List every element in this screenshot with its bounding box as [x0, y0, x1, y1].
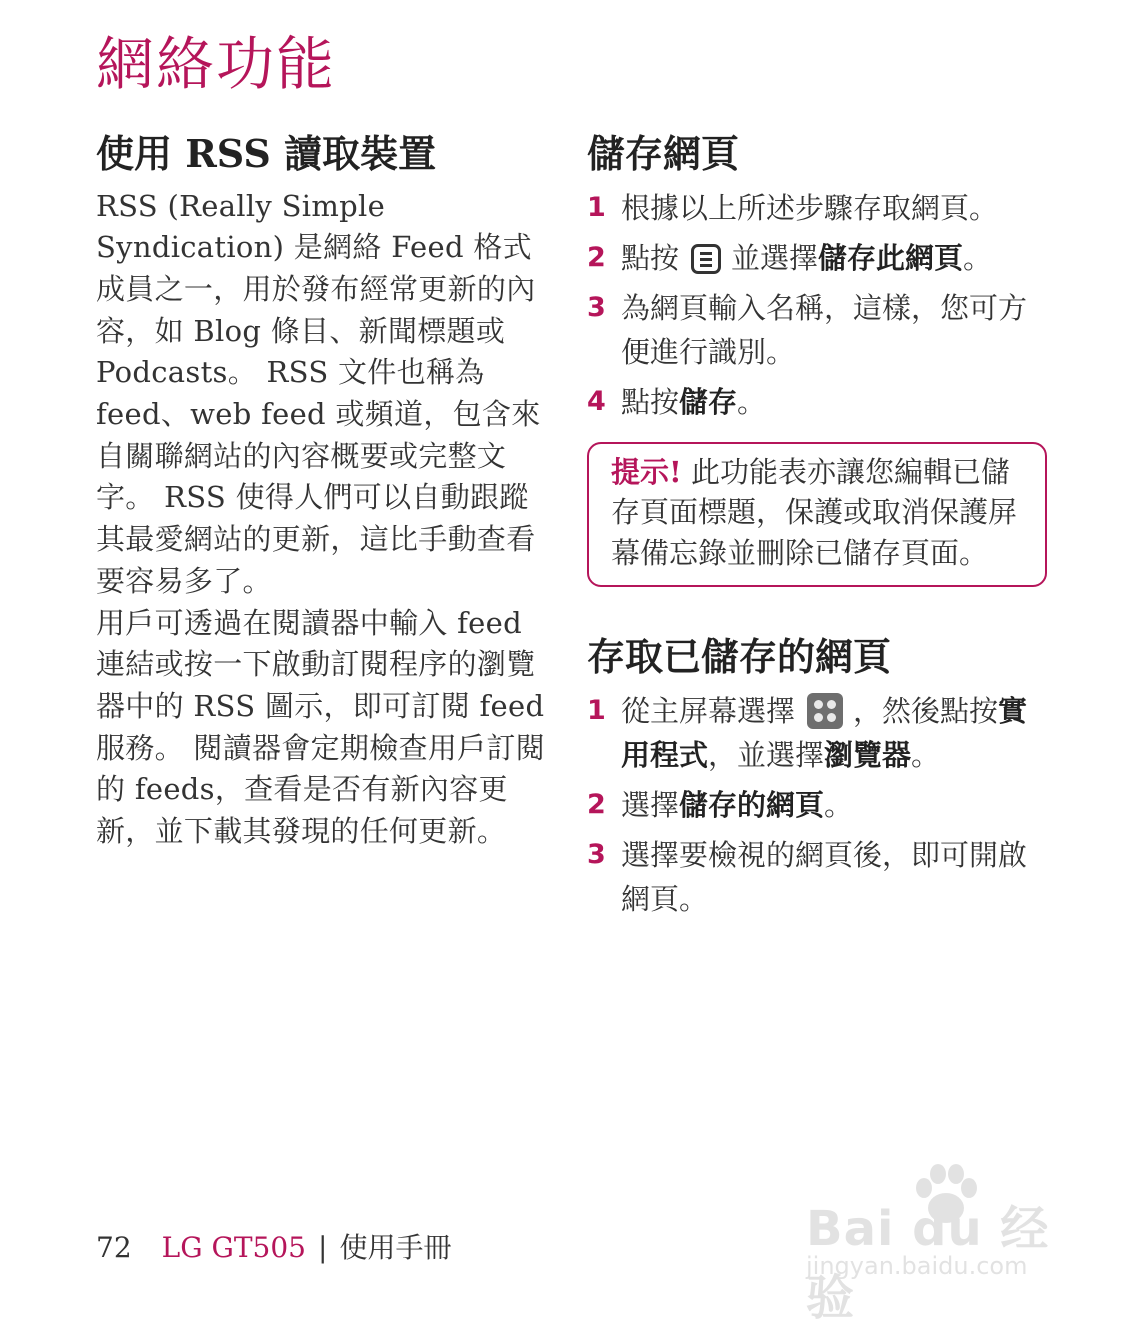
step-text-bold: 儲存	[679, 384, 738, 419]
page-number: 72	[96, 1231, 132, 1264]
step-number: 3	[587, 838, 606, 870]
step-text	[621, 380, 1047, 424]
footer-separator: |	[318, 1231, 328, 1264]
list-item	[587, 236, 1047, 280]
step-text-pre: 從主屏幕選擇	[621, 693, 796, 728]
step-number: 2	[587, 788, 606, 820]
step-text-pre: 選擇	[621, 787, 680, 822]
step-text-bold: 瀏覽器	[824, 737, 912, 772]
step-text	[621, 236, 1047, 280]
page-title: 網絡功能	[96, 30, 337, 98]
access-saved-heading: 存取已儲存的網頁	[587, 634, 892, 679]
step-text-bold: 儲存的網頁	[679, 787, 825, 822]
rss-heading: 使用 RSS 讀取裝置	[96, 131, 437, 176]
step-number: 4	[587, 385, 606, 417]
apps-grid-icon	[807, 693, 843, 729]
tip-box	[587, 442, 1047, 588]
step-text: 選擇要檢視的網頁後，即可開啟網頁。	[621, 837, 1028, 916]
model-name: LG GT505	[161, 1231, 306, 1264]
right-column	[587, 130, 1047, 927]
step-text-mid2: ，並選擇	[708, 737, 825, 772]
step-text-mid: ，然後點按	[853, 693, 999, 728]
step-number: 3	[587, 291, 606, 323]
step-number: 2	[587, 241, 606, 273]
menu-key-icon	[691, 244, 721, 274]
step-number: 1	[587, 694, 606, 726]
step-text-pre: 點按	[621, 384, 680, 419]
step-text: 為網頁輸入名稱，這樣，您可方便進行識別。	[621, 290, 1028, 369]
manual-label: 使用手冊	[339, 1231, 452, 1264]
step-text-post: 。	[963, 240, 993, 275]
tip-label: 提示!	[611, 454, 682, 489]
save-page-steps	[587, 186, 1047, 424]
save-page-heading: 儲存網頁	[587, 131, 740, 176]
rss-paragraph-1: RSS (Really Simple Syndication) 是網絡 Feed 格式成員之一，用於發布經常更新的內容，如 Blog 條目、新聞標題或 Podcasts。 RSS 文件也稱為 feed、web feed 或頻道，包含來自關聯網站的內容概要或完整文字。 RSS 使得人們可以自動跟蹤其最愛網站的更新，這比手動查看要容易多了。	[96, 188, 541, 598]
list-item	[587, 833, 1047, 921]
step-text-mid: 並選擇	[731, 240, 819, 275]
list-item	[587, 783, 1047, 827]
step-text-post: 。	[911, 737, 941, 772]
list-item	[587, 380, 1047, 424]
step-number: 1	[587, 191, 606, 223]
step-text	[621, 783, 1047, 827]
access-saved-steps	[587, 689, 1047, 921]
step-text-bold: 實用程式	[621, 693, 1028, 772]
watermark	[806, 1160, 1086, 1326]
watermark-logo: Bai du 经验	[806, 1201, 1050, 1326]
list-item	[587, 689, 1047, 777]
step-text-bold: 儲存此網頁	[818, 240, 964, 275]
step-text-pre: 點按	[621, 240, 680, 275]
step-text: 根據以上所述步驟存取網頁。	[621, 190, 999, 225]
step-text	[621, 689, 1047, 777]
tip-body: 此功能表亦讓您編輯已儲存頁面標題，保護或取消保護屏幕備忘錄並刪除已儲存頁面。	[611, 454, 1018, 570]
watermark-url: jingyan.baidu.com	[806, 1252, 1028, 1280]
list-item	[587, 186, 1047, 230]
rss-section	[96, 130, 556, 853]
step-text-post: 。	[824, 787, 854, 822]
list-item	[587, 286, 1047, 374]
rss-paragraph-2: 用戶可透過在閱讀器中輸入 feed 連結或按一下啟動訂閱程序的瀏覽器中的 RSS 圖示，即可訂閱 feed 服務。 閱讀器會定期檢查用戶訂閱的 feeds，查看是否有新內容更新，並下載其發現的任何更新。	[96, 605, 546, 849]
page-footer	[96, 1226, 451, 1266]
step-text-post: 。	[737, 384, 767, 419]
tip-text	[611, 452, 1025, 574]
